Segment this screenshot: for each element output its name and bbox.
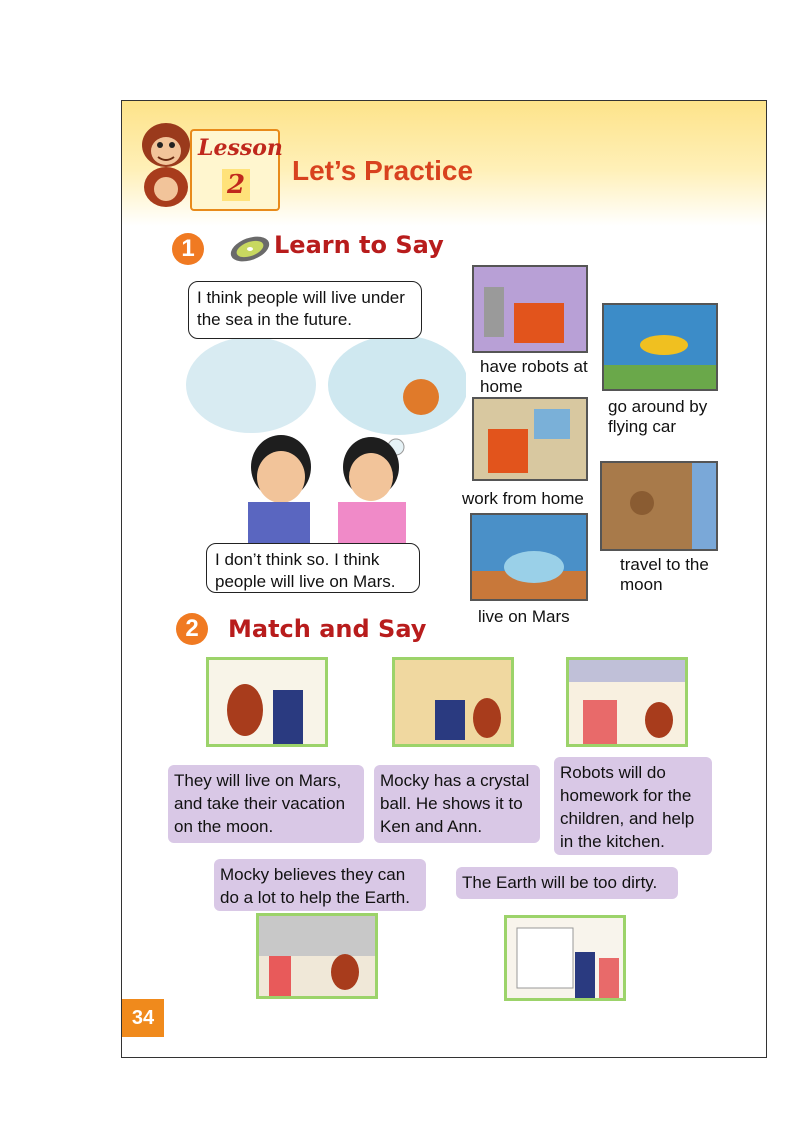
match-picture-1 [206, 657, 328, 747]
picture-live-on-mars [470, 513, 588, 601]
speech-bubble-bottom: I don’t think so. I think people will live on Mars. [206, 543, 420, 593]
main-illustration [186, 337, 466, 547]
picture-have-robots [472, 265, 588, 353]
match-picture-4 [256, 913, 378, 999]
sentence-4: Mocky believes they can do a lot to help the Earth. [214, 859, 426, 911]
section-2-number: 2 [176, 613, 208, 645]
section-1-number: 1 [172, 233, 204, 265]
speech-bubble-top: I think people will live under the sea in the future. [188, 281, 422, 339]
caption-live-on-mars: live on Mars [478, 607, 570, 626]
page-title: Let’s Practice [292, 155, 474, 186]
caption-have-robots: have robots at home [480, 357, 588, 396]
sentence-1: They will live on Mars, and take their vacation on the moon. [168, 765, 364, 843]
lesson-number: 2 [222, 169, 250, 201]
section-2-title: Match and Say [228, 615, 427, 643]
page-number: 34 [122, 999, 164, 1037]
lesson-word: Lesson [198, 135, 283, 161]
match-picture-3 [566, 657, 688, 747]
monkey-mascot-illustration [136, 117, 196, 209]
picture-travel-moon [600, 461, 718, 551]
sentence-5: The Earth will be too dirty. [456, 867, 678, 899]
match-picture-2 [392, 657, 514, 747]
cd-icon [228, 235, 272, 263]
caption-work-from-home: work from home [462, 489, 584, 508]
sentence-3: Robots will do homework for the children, and help in the kitchen. [554, 757, 712, 855]
sentence-2: Mocky has a crystal ball. He shows it to Ken and Ann. [374, 765, 540, 843]
textbook-page [121, 100, 767, 1058]
picture-work-from-home [472, 397, 588, 481]
lesson-badge [190, 129, 283, 211]
picture-flying-car [602, 303, 718, 391]
caption-travel-moon: travel to the moon [620, 555, 709, 594]
section-1-title: Learn to Say [274, 231, 444, 259]
caption-flying-car: go around by flying car [608, 397, 708, 436]
match-picture-5 [504, 915, 626, 1001]
